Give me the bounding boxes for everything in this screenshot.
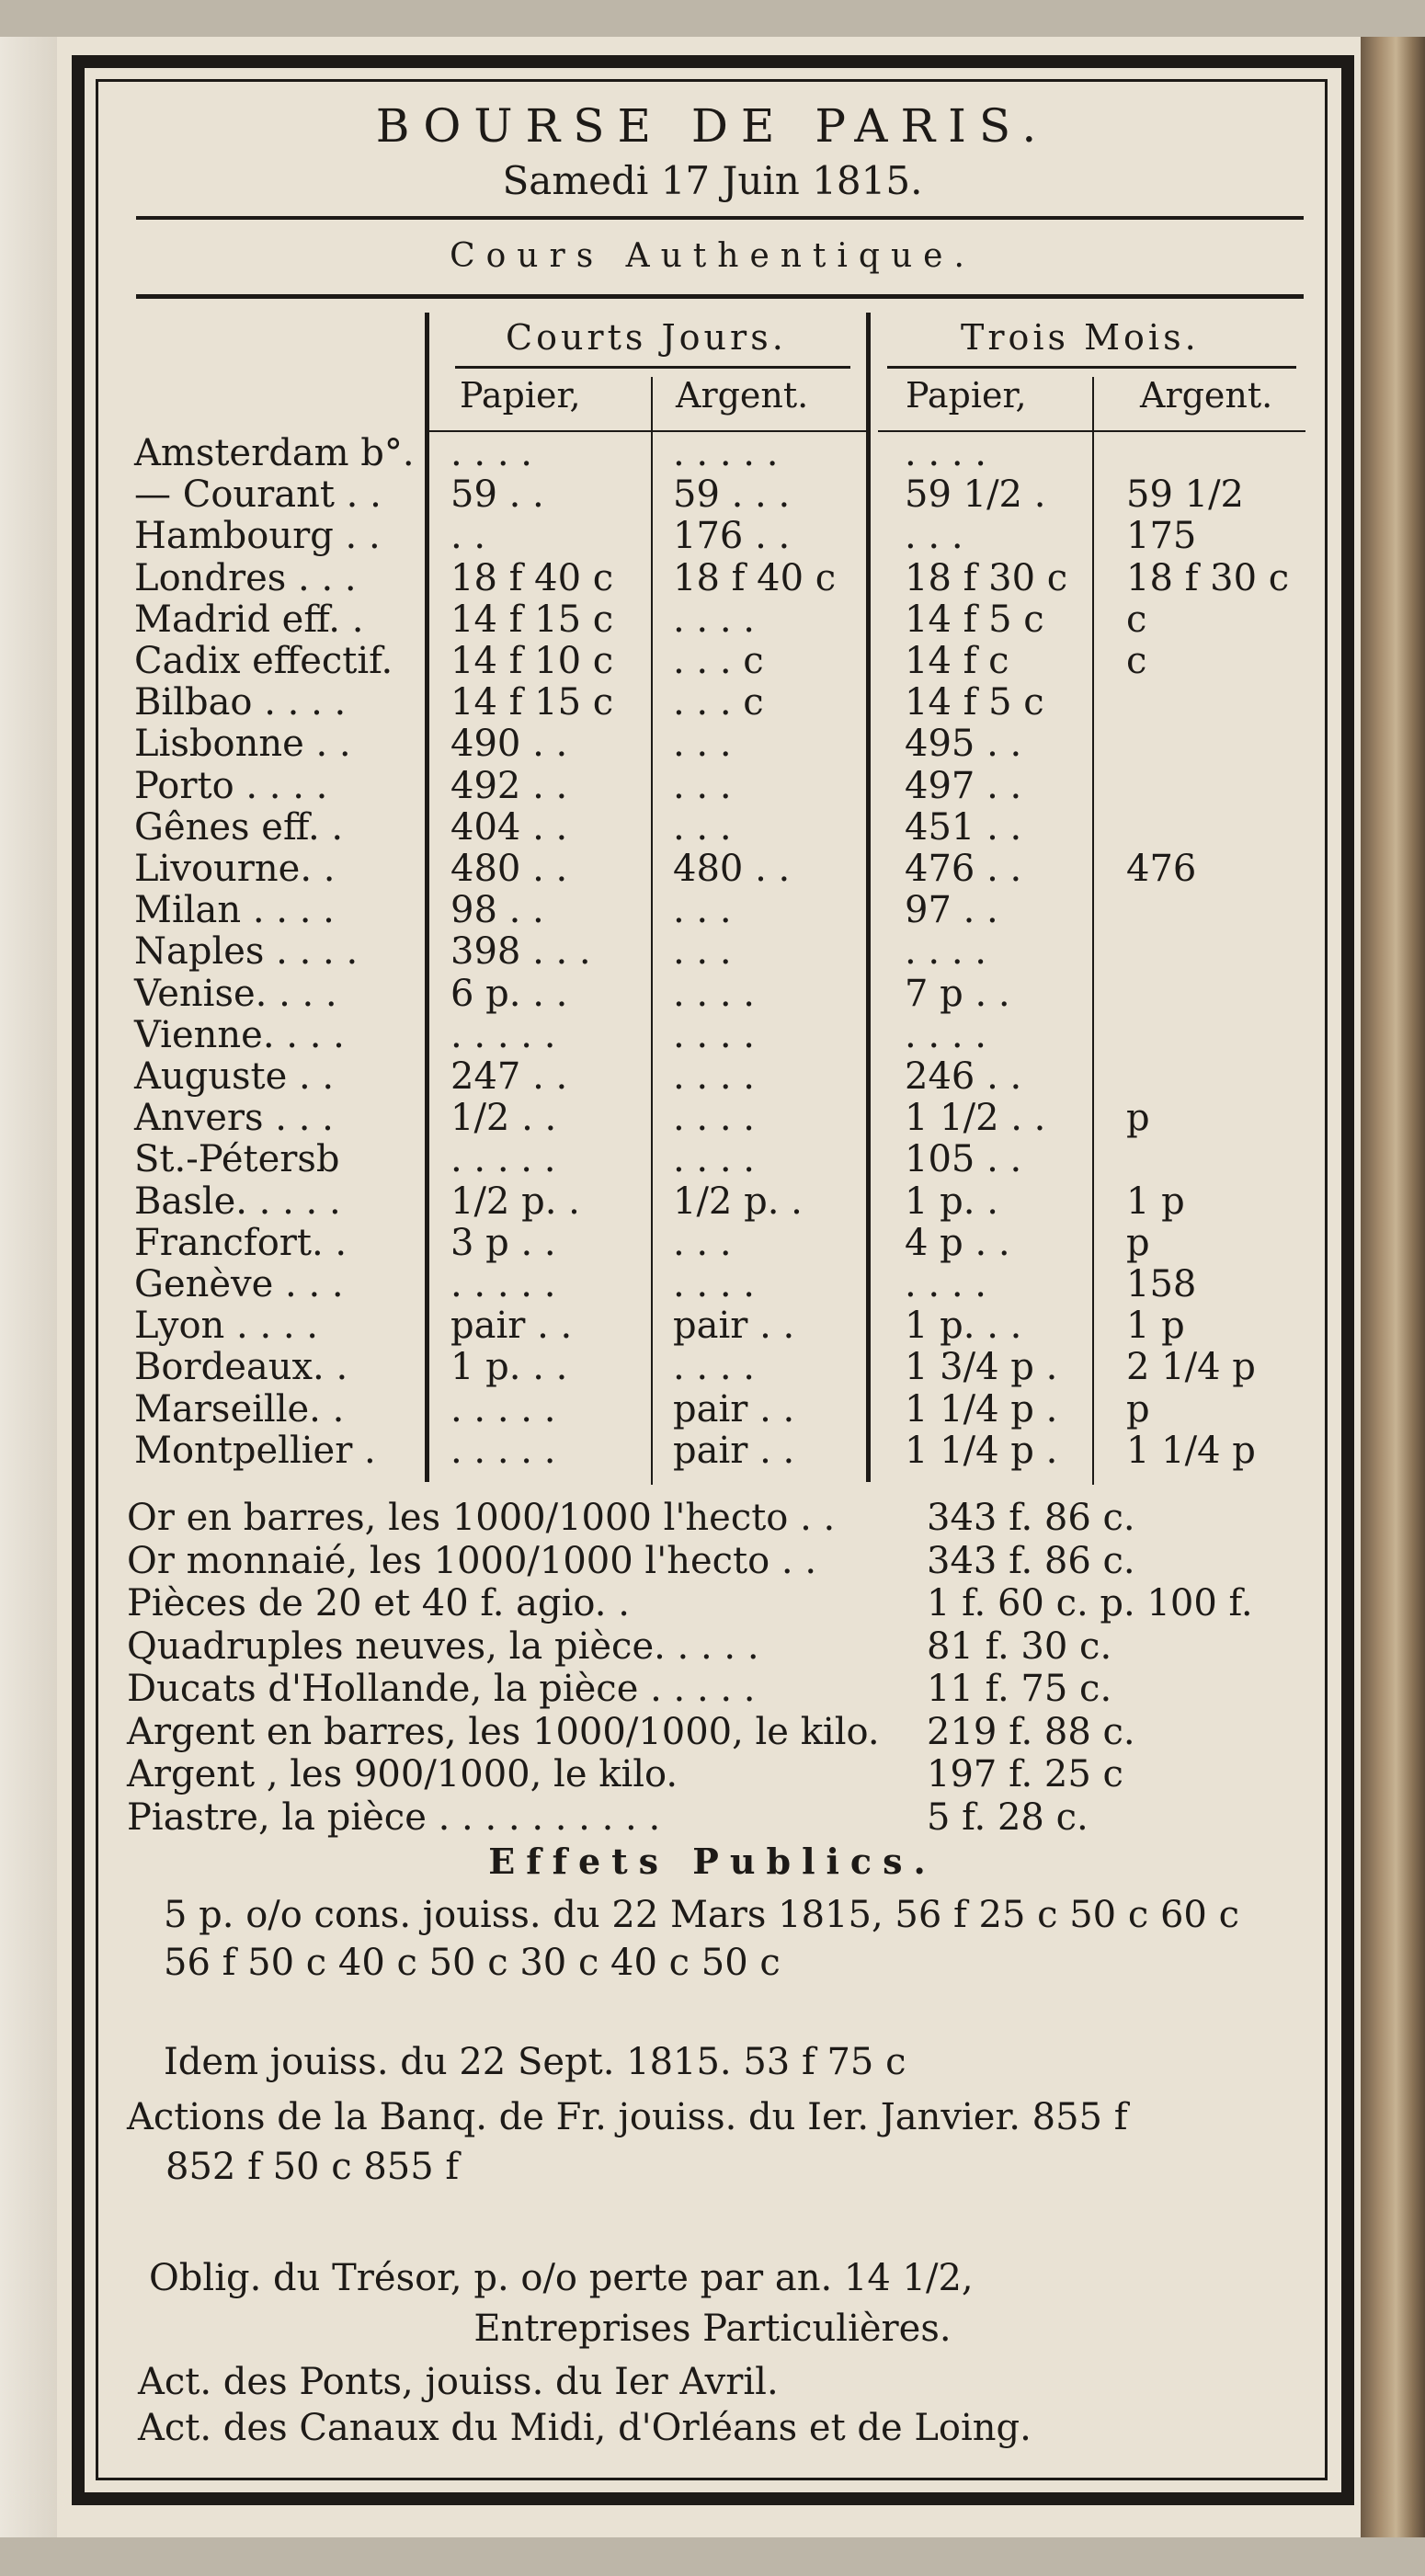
rate-cell: 1 1/4 p . bbox=[905, 1429, 1058, 1472]
divider-trois bbox=[1092, 377, 1094, 1485]
rate-cell: pair . . bbox=[673, 1429, 795, 1472]
rate-cell: 1/2 p. . bbox=[450, 1180, 580, 1223]
rate-cell: p bbox=[1126, 1097, 1150, 1140]
date-line: Samedi 17 Juin 1815. bbox=[502, 158, 923, 203]
subheader-argent-2: Argent. bbox=[1140, 375, 1273, 416]
rate-cell: . . . . bbox=[673, 1013, 756, 1056]
page-edges bbox=[1361, 37, 1425, 2537]
rate-cell: 97 . . bbox=[905, 889, 998, 932]
rule-top bbox=[136, 216, 1304, 220]
metal-value: 343 f. 86 c. bbox=[927, 1539, 1135, 1582]
metal-label: Pièces de 20 et 40 f. agio. . bbox=[127, 1582, 630, 1624]
rate-cell: 490 . . bbox=[450, 723, 568, 766]
subheader-papier-2: Papier, bbox=[906, 375, 1027, 416]
page-title: BOURSE DE PARIS. bbox=[375, 99, 1050, 153]
rate-cell: . . . . . bbox=[673, 432, 779, 474]
rate-cell: . . . bbox=[673, 723, 732, 766]
rate-cell: . . . c bbox=[673, 681, 764, 724]
rate-cell: 476 bbox=[1126, 848, 1197, 890]
rate-cell: . . . . . bbox=[450, 1429, 556, 1472]
city-name: Vienne. . . . bbox=[134, 1013, 345, 1056]
effets-line-4: Actions de la Banq. de Fr. jouiss. du Ier. Janvier. 855 f bbox=[127, 2096, 1128, 2138]
metal-label: Argent en barres, les 1000/1000, le kilo. bbox=[127, 1710, 880, 1753]
metal-label: Or en barres, les 1000/1000 l'hecto . . bbox=[127, 1497, 836, 1539]
rate-cell: 98 . . bbox=[450, 889, 544, 932]
rate-cell: pair . . bbox=[450, 1305, 573, 1348]
rate-cell: 1 p. . . bbox=[905, 1305, 1022, 1348]
rate-cell: . . . . bbox=[905, 930, 987, 974]
rate-cell: . . . . bbox=[673, 1346, 756, 1389]
effets-line-5: 852 f 50 c 855 f bbox=[165, 2146, 460, 2188]
metal-value: 5 f. 28 c. bbox=[927, 1795, 1089, 1839]
rate-cell: 14 f 10 c bbox=[450, 640, 614, 682]
city-name: Anvers . . . bbox=[134, 1097, 334, 1140]
rate-cell: 18 f 30 c bbox=[1126, 556, 1290, 599]
city-name: Amsterdam b°. bbox=[134, 432, 415, 474]
metal-label: Or monnaié, les 1000/1000 l'hecto . . bbox=[127, 1539, 817, 1582]
city-name: Venise. . . . bbox=[134, 972, 337, 1015]
rate-cell: 497 . . bbox=[905, 764, 1022, 807]
rate-cell: c bbox=[1126, 598, 1147, 641]
city-name: Livourne. . bbox=[134, 848, 336, 890]
city-name: Marseille. . bbox=[134, 1387, 345, 1430]
city-name: Hambourg . . bbox=[134, 515, 381, 558]
city-name: Naples . . . . bbox=[134, 930, 359, 974]
rate-cell: 14 f 15 c bbox=[450, 681, 614, 724]
city-name: — Courant . . bbox=[134, 473, 382, 517]
rate-cell: 1 1/4 p . bbox=[905, 1387, 1058, 1430]
rate-cell: p bbox=[1126, 1221, 1150, 1264]
rate-cell: 18 f 40 c bbox=[450, 556, 614, 599]
rate-cell: . . . . bbox=[673, 972, 756, 1015]
city-name: Basle. . . . . bbox=[134, 1180, 341, 1223]
divider-city bbox=[425, 313, 429, 1482]
divider-courts bbox=[651, 377, 653, 1485]
rate-cell: 1 3/4 p . bbox=[905, 1346, 1058, 1389]
rate-cell: . . . bbox=[905, 515, 963, 558]
rate-cell: 398 . . . bbox=[450, 930, 591, 974]
rate-cell: pair . . bbox=[673, 1305, 795, 1348]
rate-cell: 4 p . . bbox=[905, 1221, 1010, 1264]
rate-cell: . . . . bbox=[673, 1138, 756, 1181]
city-name: Bilbao . . . . bbox=[134, 681, 347, 724]
rate-cell: 1 p. . bbox=[905, 1180, 998, 1223]
effets-line-8: Act. des Ponts, jouiss. du Ier Avril. bbox=[138, 2361, 779, 2403]
rate-cell: . . . . . bbox=[450, 1138, 556, 1181]
city-name: Auguste . . bbox=[134, 1055, 335, 1098]
rate-cell: 1 p. . . bbox=[450, 1346, 568, 1389]
group-courts-jours: Courts Jours. bbox=[506, 317, 787, 358]
rate-cell: 59 . . bbox=[450, 473, 544, 517]
rate-cell: 246 . . bbox=[905, 1055, 1022, 1098]
rate-cell: . . . bbox=[673, 1221, 732, 1264]
rate-cell: 492 . . bbox=[450, 764, 568, 807]
rule-header bbox=[136, 294, 1304, 299]
rate-cell: 247 . . bbox=[450, 1055, 568, 1098]
city-name: Bordeaux. . bbox=[134, 1346, 348, 1389]
city-name: Londres . . . bbox=[134, 556, 357, 599]
subheader-argent-1: Argent. bbox=[676, 375, 809, 416]
rate-cell: . . . . bbox=[673, 1055, 756, 1098]
city-name: Montpellier . bbox=[134, 1429, 376, 1472]
book-gutter bbox=[0, 37, 64, 2537]
rate-cell: 1 1/4 p bbox=[1126, 1429, 1256, 1472]
rate-cell: . . . . bbox=[673, 598, 756, 641]
rule-trois bbox=[887, 366, 1296, 369]
metal-value: 197 f. 25 c bbox=[927, 1753, 1123, 1795]
rate-cell: 14 f 5 c bbox=[905, 598, 1044, 641]
metal-value: 343 f. 86 c. bbox=[927, 1497, 1135, 1539]
effets-line-6: Oblig. du Trésor, p. o/o perte par an. 14 1/2, bbox=[149, 2257, 974, 2299]
rate-cell: . . . c bbox=[673, 640, 764, 682]
rate-cell: . . . bbox=[673, 930, 732, 974]
effets-line-3: Idem jouiss. du 22 Sept. 1815. 53 f 75 c bbox=[164, 2041, 906, 2083]
metal-label: Argent , les 900/1000, le kilo. bbox=[127, 1753, 678, 1795]
effets-line-9: Act. des Canaux du Midi, d'Orléans et de Loing. bbox=[138, 2407, 1032, 2449]
rate-cell: 3 p . . bbox=[450, 1221, 556, 1264]
rate-cell: . . . . bbox=[905, 1263, 987, 1305]
city-name: Madrid eff. . bbox=[134, 598, 364, 641]
rate-cell: p bbox=[1126, 1387, 1150, 1430]
rate-cell: . . . bbox=[673, 764, 732, 807]
rate-cell: 18 f 30 c bbox=[905, 556, 1068, 599]
rate-cell: 495 . . bbox=[905, 723, 1022, 766]
city-name: Lisbonne . . bbox=[134, 723, 351, 766]
rate-cell: 158 bbox=[1126, 1263, 1197, 1305]
metal-label: Ducats d'Hollande, la pièce . . . . . bbox=[127, 1668, 756, 1710]
rate-cell: 7 p . . bbox=[905, 972, 1010, 1015]
rate-cell: 1 p bbox=[1126, 1305, 1185, 1348]
rate-cell: 480 . . bbox=[673, 848, 791, 890]
metal-label: Piastre, la pièce . . . . . . . . . . bbox=[127, 1795, 661, 1839]
city-name: Gênes eff. . bbox=[134, 805, 344, 849]
rate-cell: . . . . bbox=[673, 1263, 756, 1305]
metal-label: Quadruples neuves, la pièce. . . . . bbox=[127, 1624, 759, 1668]
rate-cell: c bbox=[1126, 640, 1147, 682]
rate-cell: 1/2 . . bbox=[450, 1097, 557, 1140]
rate-cell: . . . . bbox=[673, 1097, 756, 1140]
subheader-papier-1: Papier, bbox=[460, 375, 581, 416]
rate-cell: . . . . . bbox=[450, 1263, 556, 1305]
metal-value: 219 f. 88 c. bbox=[927, 1710, 1135, 1753]
city-name: Cadix effectif. bbox=[134, 640, 393, 682]
city-name: St.-Pétersb bbox=[134, 1138, 340, 1181]
rate-cell: 59 1/2 bbox=[1126, 473, 1244, 517]
section-title: Cours Authentique. bbox=[450, 237, 975, 275]
rate-cell: . . . . bbox=[905, 432, 987, 474]
city-name: Porto . . . . bbox=[134, 764, 328, 807]
rate-cell: . . . bbox=[673, 805, 732, 849]
rate-cell: . . bbox=[450, 515, 486, 558]
effets-line-1: 5 p. o/o cons. jouiss. du 22 Mars 1815, 56 f 25 c 50 c 60 c bbox=[164, 1894, 1239, 1936]
rate-cell: 480 . . bbox=[450, 848, 568, 890]
rule-courts bbox=[455, 366, 850, 369]
rate-cell: 14 f 5 c bbox=[905, 681, 1044, 724]
rate-cell: . . . . . bbox=[450, 1387, 556, 1430]
rate-cell: 175 bbox=[1126, 515, 1197, 558]
effets-title: Effets Publics. bbox=[488, 1841, 937, 1882]
divider-groups bbox=[866, 313, 871, 1482]
effets-line-2: 56 f 50 c 40 c 50 c 30 c 40 c 50 c bbox=[164, 1942, 781, 1984]
rate-cell: 105 . . bbox=[905, 1138, 1022, 1181]
metal-value: 81 f. 30 c. bbox=[927, 1624, 1112, 1668]
city-name: Genève . . . bbox=[134, 1263, 344, 1305]
metal-value: 1 f. 60 c. p. 100 f. bbox=[927, 1582, 1253, 1624]
city-name: Francfort. . bbox=[134, 1221, 348, 1264]
rate-cell: 451 . . bbox=[905, 805, 1022, 849]
rate-cell: 1 p bbox=[1126, 1180, 1185, 1223]
city-name: Milan . . . . bbox=[134, 889, 335, 932]
rate-cell: pair . . bbox=[673, 1387, 795, 1430]
metal-value: 11 f. 75 c. bbox=[927, 1668, 1112, 1710]
rate-cell: 404 . . bbox=[450, 805, 568, 849]
rate-cell: 2 1/4 p bbox=[1126, 1346, 1256, 1389]
rate-cell: . . . . bbox=[450, 432, 533, 474]
rate-cell: 476 . . bbox=[905, 848, 1022, 890]
rate-cell: 1/2 p. . bbox=[673, 1180, 803, 1223]
rate-cell: . . . . bbox=[905, 1013, 987, 1056]
group-trois-mois: Trois Mois. bbox=[961, 317, 1200, 358]
rate-cell: 176 . . bbox=[673, 515, 791, 558]
rate-cell: 1 1/2 . . bbox=[905, 1097, 1046, 1140]
rate-cell: 59 . . . bbox=[673, 473, 791, 517]
rate-cell: . . . bbox=[673, 889, 732, 932]
rate-cell: 6 p. . . bbox=[450, 972, 568, 1015]
rate-cell: 59 1/2 . bbox=[905, 473, 1046, 517]
rate-cell: 14 f c bbox=[905, 640, 1009, 682]
rate-cell: . . . . . bbox=[450, 1013, 556, 1056]
city-name: Lyon . . . . bbox=[134, 1305, 319, 1348]
rate-cell: 14 f 15 c bbox=[450, 598, 614, 641]
rate-cell: 18 f 40 c bbox=[673, 556, 837, 599]
effets-line-7: Entreprises Particulières. bbox=[473, 2308, 952, 2350]
